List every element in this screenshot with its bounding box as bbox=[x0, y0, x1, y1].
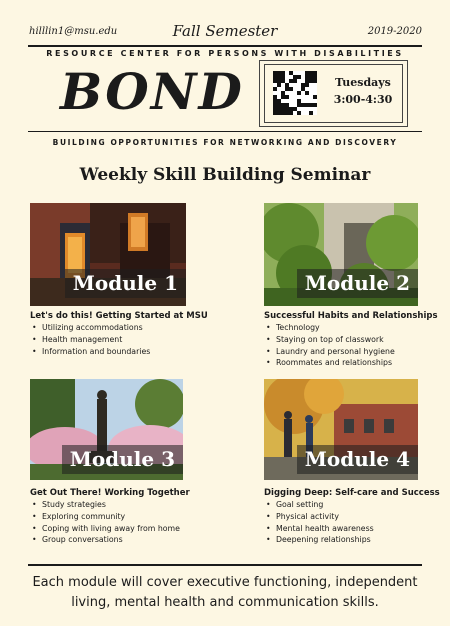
qr-module bbox=[313, 103, 317, 107]
module-1-heading: Let's do this! Getting Started at MSU bbox=[30, 311, 208, 321]
footer-divider bbox=[28, 564, 422, 566]
qr-module bbox=[273, 87, 277, 91]
list-item: • Staying on top of classwork bbox=[266, 334, 395, 346]
qr-module bbox=[313, 79, 317, 83]
center-name: RESOURCE CENTER FOR PERSONS WITH DISABILITIES bbox=[46, 49, 404, 58]
qr-module bbox=[309, 111, 313, 115]
list-item: • Coping with living away from home bbox=[32, 523, 180, 535]
qr-module bbox=[293, 79, 297, 83]
qr-module bbox=[277, 83, 281, 87]
list-item: • Laundry and personal hygiene bbox=[266, 346, 395, 358]
qr-module bbox=[297, 91, 301, 95]
list-item: • Health management bbox=[32, 334, 150, 346]
list-item: • Utilizing accommodations bbox=[32, 322, 150, 334]
module-3-badge: Module 3 bbox=[62, 445, 183, 474]
list-item: • Goal setting bbox=[266, 499, 374, 511]
qr-module bbox=[305, 83, 309, 87]
qr-module bbox=[305, 91, 309, 95]
header-divider-bottom bbox=[28, 131, 422, 132]
list-item: • Physical activity bbox=[266, 511, 374, 523]
qr-module bbox=[289, 87, 293, 91]
module-3-photo bbox=[30, 379, 183, 480]
list-item: • Technology bbox=[266, 322, 395, 334]
academic-year: 2019-2020 bbox=[367, 26, 422, 37]
module-1-photo bbox=[30, 203, 186, 306]
qr-module bbox=[297, 111, 301, 115]
module-4-heading: Digging Deep: Self-care and Success bbox=[264, 488, 440, 498]
semester-label: Fall Semester bbox=[172, 22, 278, 40]
module-2-photo bbox=[264, 203, 418, 306]
meeting-time: 3:00-4:30 bbox=[333, 93, 393, 106]
list-item: • Exploring community bbox=[32, 511, 180, 523]
program-tagline: BUILDING OPPORTUNITIES FOR NETWORKING AND DISCOVERY bbox=[52, 138, 398, 147]
module-1-topics bbox=[32, 322, 150, 357]
qr-module bbox=[289, 111, 293, 115]
module-4-badge: Module 4 bbox=[297, 445, 418, 474]
list-item: • Study strategies bbox=[32, 499, 180, 511]
qr-module bbox=[297, 75, 301, 79]
module-4-topics bbox=[266, 499, 374, 546]
list-item: • Mental health awareness bbox=[266, 523, 374, 535]
module-3-heading: Get Out There! Working Together bbox=[30, 488, 190, 498]
module-1-badge: Module 1 bbox=[65, 269, 186, 298]
qr-module bbox=[313, 95, 317, 99]
list-item: • Group conversations bbox=[32, 534, 180, 546]
contact-email: hilllin1@msu.edu bbox=[29, 26, 118, 37]
module-2-heading: Successful Habits and Relationships bbox=[264, 311, 438, 321]
qr-code[interactable] bbox=[273, 71, 317, 115]
list-item: • Information and boundaries bbox=[32, 346, 150, 358]
footer-note: Each module will cover executive functioning, independent living, mental health and communication skills. bbox=[32, 575, 418, 610]
header-divider-top bbox=[28, 45, 422, 47]
list-item: • Roommates and relationships bbox=[266, 357, 395, 369]
list-item: • Deepening relationships bbox=[266, 534, 374, 546]
module-2-badge: Module 2 bbox=[297, 269, 418, 298]
module-2-topics bbox=[266, 322, 395, 369]
program-title: BOND bbox=[60, 62, 244, 121]
qr-module bbox=[285, 95, 289, 99]
meeting-day: Tuesdays bbox=[335, 76, 391, 89]
module-4-photo bbox=[264, 379, 418, 480]
module-3-topics bbox=[32, 499, 180, 546]
seminar-title: Weekly Skill Building Seminar bbox=[79, 165, 371, 185]
